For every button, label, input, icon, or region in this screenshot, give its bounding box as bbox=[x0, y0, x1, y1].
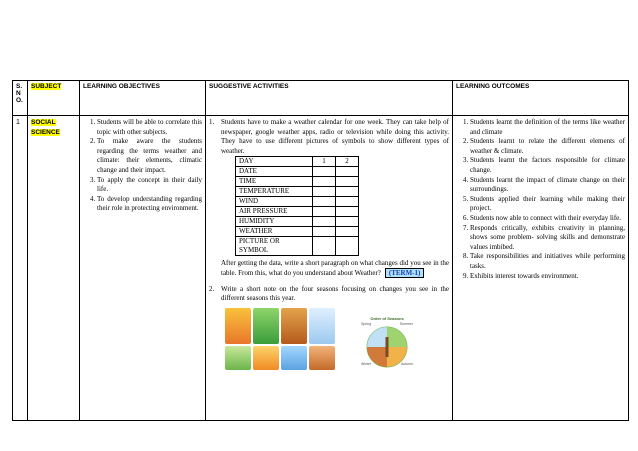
objective-item: 3. To apply the concept in their daily life. bbox=[97, 176, 202, 195]
weather-row bbox=[236, 177, 359, 187]
weather-head-col1: 1 bbox=[313, 157, 336, 167]
header-outcomes-text: LEARNING OUTCOMES bbox=[456, 83, 530, 90]
weather-cell bbox=[336, 227, 359, 237]
header-objectives-text: LEARNING OBJECTIVES bbox=[83, 83, 160, 90]
order-of-seasons-diagram bbox=[361, 314, 413, 370]
weather-row bbox=[236, 207, 359, 217]
weather-cell bbox=[313, 207, 336, 217]
weather-row bbox=[236, 227, 359, 237]
weather-cell bbox=[336, 167, 359, 177]
activities-cell bbox=[206, 116, 453, 421]
outcome-item: 2. Students learnt to relate the different elements of weather & climate. bbox=[470, 137, 625, 156]
weather-row-label: DATE bbox=[236, 167, 313, 177]
outcome-item: 5. Students applied their learning while making their project. bbox=[470, 195, 625, 214]
activity-2 bbox=[209, 285, 449, 304]
outcome-item: 3. Students learnt the factors responsible for climate change. bbox=[470, 156, 625, 175]
objective-item: 1. Students will be able to correlate this topic with other subjects. bbox=[97, 118, 202, 137]
objectives-cell bbox=[80, 116, 206, 421]
spring-quadrant bbox=[387, 327, 407, 347]
outcome-item: 4. Students learnt the impact of climate change on their surroundings. bbox=[470, 176, 625, 195]
term-badge: (TERM-1) bbox=[385, 268, 425, 278]
weather-row-label: WIND bbox=[236, 197, 313, 207]
row-subject: SOCIAL SCIENCE bbox=[31, 119, 60, 136]
header-subject bbox=[28, 81, 80, 116]
activity-1-text: Students have to make a weather calendar for one week. They can take help of newspaper, google weather apps, radio or television while doing this activity. They have to use different pictures of symbols to show different types of weather. bbox=[221, 118, 449, 155]
season-image bbox=[309, 308, 335, 344]
weather-cell bbox=[313, 237, 336, 256]
objective-item: 2. To make aware the students regarding the terms weather and climate: their elements, climatic change and their impact. bbox=[97, 137, 202, 175]
curriculum-table bbox=[12, 80, 629, 421]
tree-trunk bbox=[386, 337, 389, 357]
header-objectives bbox=[80, 81, 206, 116]
outcomes-list bbox=[456, 118, 625, 281]
weather-cell bbox=[336, 217, 359, 227]
activity-1-followup bbox=[209, 259, 449, 278]
weather-table-head bbox=[236, 157, 359, 167]
season-image-grid bbox=[225, 308, 335, 370]
weather-cell bbox=[336, 237, 359, 256]
header-outcomes bbox=[453, 81, 629, 116]
weather-row bbox=[236, 197, 359, 207]
activity-1-after-text: After getting the data, write a short paragraph on what changes did you see in the table. From this, what do you understand about Weather? bbox=[221, 259, 449, 277]
cycle-title: Order of Seasons bbox=[370, 315, 404, 321]
weather-row-label: AIR PRESSURE bbox=[236, 207, 313, 217]
header-activities bbox=[206, 81, 453, 116]
weather-calendar-table bbox=[235, 156, 359, 256]
weather-row bbox=[236, 237, 359, 256]
season-image bbox=[309, 346, 335, 370]
weather-cell bbox=[313, 177, 336, 187]
header-sno bbox=[13, 81, 28, 116]
weather-row-label: WEATHER bbox=[236, 227, 313, 237]
season-pictures bbox=[225, 308, 449, 370]
weather-cell bbox=[336, 207, 359, 217]
outcome-item: 1. Students learnt the definition of the terms like weather and climate bbox=[470, 118, 625, 137]
row-subject-cell bbox=[28, 116, 80, 421]
outcomes-cell bbox=[453, 116, 629, 421]
row-sno: 1 bbox=[13, 116, 28, 421]
weather-row bbox=[236, 217, 359, 227]
season-image bbox=[281, 308, 307, 344]
objective-item: 4. To develop understanding regarding their role in protecting environment. bbox=[97, 195, 202, 214]
activity-2-text: Write a short note on the four seasons focusing on changes you see in the different seasons this year. bbox=[221, 284, 449, 303]
season-image bbox=[281, 346, 307, 370]
weather-head-day: DAY bbox=[236, 157, 313, 167]
outcome-item: 8. Take responsibilities and initiatives while performing tasks. bbox=[470, 252, 625, 271]
weather-cell bbox=[336, 197, 359, 207]
curriculum-table-frame bbox=[12, 80, 628, 424]
weather-row bbox=[236, 187, 359, 197]
outcome-item: 9. Exhibits interest towards environment. bbox=[470, 272, 625, 282]
weather-row bbox=[236, 167, 359, 177]
header-subject-text: SUBJECT bbox=[31, 83, 62, 90]
season-image bbox=[253, 346, 279, 370]
body-row bbox=[13, 116, 629, 421]
outcome-item: 7. Responds critically, exhibits creativity in planning, shows some problem- solving skills and demonstrate values imbibed. bbox=[470, 224, 625, 253]
activity-2-number: 2. bbox=[209, 284, 215, 293]
weather-cell bbox=[313, 167, 336, 177]
activity-1 bbox=[209, 118, 449, 156]
cycle-label-summer: Summer bbox=[399, 321, 413, 326]
header-sno-text: S. N O. bbox=[16, 83, 23, 104]
season-image bbox=[225, 346, 251, 370]
weather-row-label: TEMPERATURE bbox=[236, 187, 313, 197]
cycle-label-winter: Winter bbox=[361, 362, 372, 367]
weather-cell bbox=[313, 197, 336, 207]
cycle-label-spring: Spring bbox=[361, 321, 372, 326]
weather-cell bbox=[313, 227, 336, 237]
weather-row-label: HUMIDITY bbox=[236, 217, 313, 227]
winter-quadrant bbox=[367, 327, 387, 347]
header-activities-text: SUGGESTIVE ACTIVITIES bbox=[209, 83, 289, 90]
header-row bbox=[13, 81, 629, 116]
objectives-list bbox=[83, 118, 202, 214]
weather-cell bbox=[313, 187, 336, 197]
season-image bbox=[225, 308, 251, 344]
weather-head-col2: 2 bbox=[336, 157, 359, 167]
weather-cell bbox=[336, 177, 359, 187]
weather-cell bbox=[313, 217, 336, 227]
season-image bbox=[253, 308, 279, 344]
weather-row-label: PICTURE OR SYMBOL bbox=[236, 237, 313, 256]
cycle-label-autumn: Autumn bbox=[400, 362, 413, 367]
activity-1-number: 1. bbox=[209, 118, 215, 126]
weather-row-label: TIME bbox=[236, 177, 313, 187]
weather-cell bbox=[336, 187, 359, 197]
outcome-item: 6. Students now able to connect with their everyday life. bbox=[470, 214, 625, 224]
